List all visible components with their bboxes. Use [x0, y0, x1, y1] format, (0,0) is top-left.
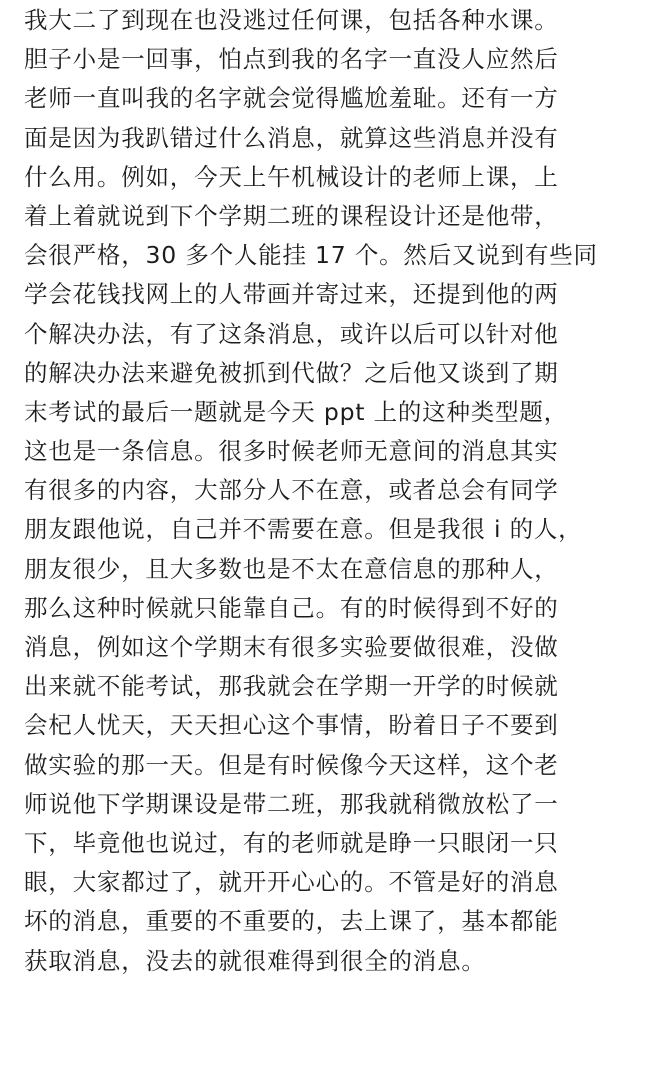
text-line-16: 那么这种时候就只能靠自己。有的时候得到不好的 [24, 593, 559, 622]
text-line-20: 做实验的那一天。但是有时候像今天这样，这个老 [24, 750, 559, 779]
text-line-13: 有很多的内容，大部分人不在意，或者总会有同学 [24, 476, 559, 505]
text-line-19: 会杞人忧天，天天担心这个事情，盼着日子不要到 [24, 711, 559, 740]
text-line-2: 胆子小是一回事，怕点到我的名字一直没人应然后 [24, 45, 559, 74]
text-line-23: 眼，大家都过了，就开开心心的。不管是好的消息 [24, 868, 559, 897]
text-line-12: 这也是一条信息。很多时候老师无意间的消息其实 [24, 437, 559, 466]
text-line-1: 我大二了到现在也没逃过任何课，包括各种水课。 [24, 6, 559, 34]
text-line-18: 出来就不能考试，那我就会在学期一开学的时候就 [24, 672, 559, 701]
text-line-21: 师说他下学期课设是带二班，那我就稍微放松了一 [24, 789, 559, 818]
text-line-11: 末考试的最后一题就是今天 ppt 上的这种类型题， [24, 397, 568, 426]
text-line-24: 坏的消息，重要的不重要的，去上课了，基本都能 [24, 907, 559, 936]
text-line-17: 消息，例如这个学期末有很多实验要做很难，没做 [24, 633, 559, 661]
text-line-9: 个解决办法，有了这条消息，或许以后可以针对他 [24, 319, 559, 348]
text-line-5: 什么用。例如，今天上午机械设计的老师上课，上 [24, 162, 559, 191]
text-line-8: 学会花钱找网上的人带画并寄过来，还提到他的两 [24, 280, 559, 309]
text-line-25: 获取消息，没去的就很难得到很全的消息。 [24, 946, 486, 975]
text-line-15: 朋友很少，且大多数也是不太在意信息的那种人， [24, 554, 559, 583]
text-line-4: 面是因为我趴错过什么消息，就算这些消息并没有 [24, 123, 559, 152]
text-line-7: 会很严格，30 多个人能挂 17 个。然后又说到有些同 [24, 241, 598, 270]
text-line-6: 着上着就说到下个学期二班的课程设计还是他带， [24, 201, 559, 230]
text-line-14: 朋友跟他说，自己并不需要在意。但是我很 i 的人， [24, 515, 583, 544]
post-text-body [24, 0, 636, 981]
text-line-22: 下，毕竟他也说过，有的老师就是睁一只眼闭一只 [24, 828, 559, 857]
text-line-10: 的解决办法来避免被抓到代做？之后他又谈到了期 [24, 358, 559, 387]
text-line-3: 老师一直叫我的名字就会觉得尴尬羞耻。还有一方 [24, 84, 559, 113]
